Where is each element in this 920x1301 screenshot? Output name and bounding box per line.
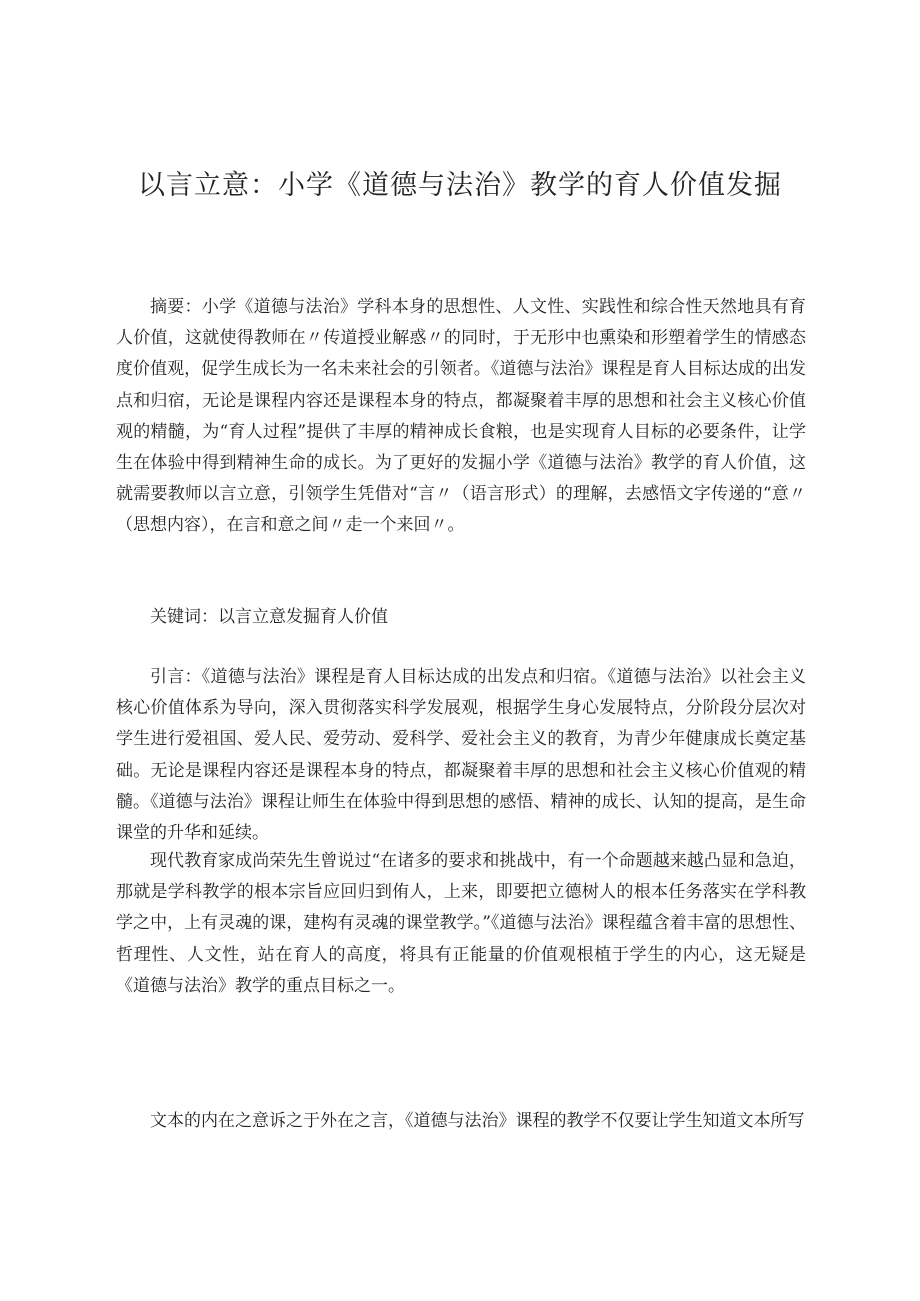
intro-paragraph: 引言：《道德与法治》课程是育人目标达成的出发点和归宿。《道德与法治》以社会主义核心价值体系为导向，深入贯彻落实科学发展观，根据学生身心发展特点，分阶段分层次对学生进行爱祖国、爱人民、爱劳动、爱科学、爱社会主义的教育，为青少年健康成长奠定基础。无论是课程内容还是课程本身的特点，都凝聚着丰厚的思想和社会主义核心价值观的精髓。《道德与法治》课程让师生在体验中得到思想的感悟、精神的成长、认知的提高，是生命课堂的升华和延续。	[116, 667, 806, 844]
keywords-line: 关键词：以言立意发掘育人价值	[150, 607, 388, 627]
body-paragraph-partial: 文本的内在之意诉之于外在之言，《道德与法治》课程的教学不仅要让学生知道文本所写	[150, 1111, 805, 1131]
document-title: 以言立意：小学《道德与法治》教学的育人价值发掘	[138, 170, 782, 201]
abstract-paragraph: 摘要：小学《道德与法治》学科本身的思想性、人文性、实践性和综合性天然地具有育人价值，这就使得教师在〃传道授业解惑〃的同时，于无形中也熏染和形塑着学生的情感态度价值观，促学生成长为一名未来社会的引领者。《道德与法治》课程是育人目标达成的出发点和归宿，无论是课程内容还是课程本身的特点，都凝聚着丰厚的思想和社会主义核心价值观的精髓，为“育人过程”提供了丰厚的精神成长食粮，也是实现育人目标的必要条件，让学生在体验中得到精神生命的成长。为了更好的发掘小学《道德与法治》教学的育人价值，这就需要教师以言立意，引领学生凭借对“言〃（语言形式）的理解，去感悟文字传递的“意〃（思想内容），在言和意之间〃走一个来回〃。	[116, 297, 806, 536]
body-paragraph: 现代教育家成尚荣先生曾说过“在诸多的要求和挑战中，有一个命题越来越凸显和急迫，那就是学科教学的根本宗旨应回归到侑人，上来，即要把立德树人的根本任务落实在学科教学之中，上有灵魂的课，建构有灵魂的课堂教学。”《道德与法治》课程蕴含着丰富的思想性、哲理性、人文性，站在育人的高度，将具有正能量的价值观根植于学生的内心，这无疑是《道德与法治》教学的重点目标之一。	[116, 851, 806, 996]
